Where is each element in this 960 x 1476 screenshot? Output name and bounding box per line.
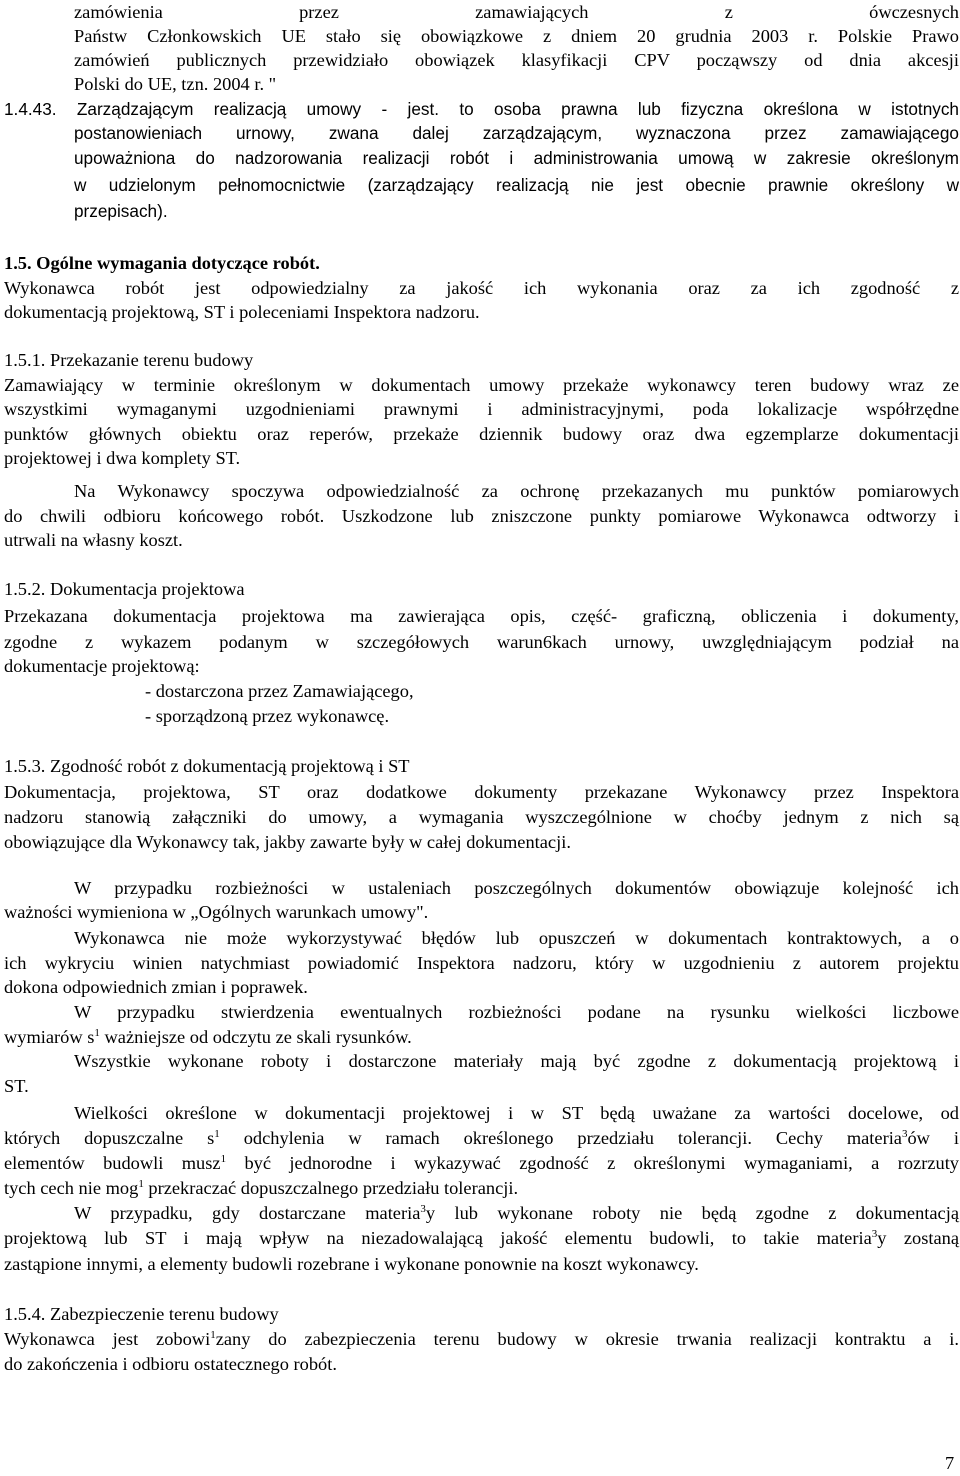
text-line: Wykonawca nie może wykorzystywać błędów lub opuszczeń w dokumentach kontraktowych, a o <box>74 928 959 948</box>
text-fragment: których dopuszczalne s <box>4 1128 215 1148</box>
text-line: zastąpione innymi, a elementy budowli rozebrane i wykonane ponownie na koszt wykonawcy. <box>4 1254 699 1274</box>
text-line: obowiązujące dla Wykonawcy tak, jakby zawarte były w całej dokumentacji. <box>4 832 571 852</box>
text-fragment: zany do zabezpieczenia terenu budowy w okresie trwania realizacji kontraktu a i. <box>215 1329 959 1349</box>
text-line: zgodne z wykazem podanym w szczegółowych warun6kach urnowy, uwzględniającym podział na <box>4 632 959 652</box>
text-line: ich wykryciu winien natychmiast powiadomić Inspektora nadzoru, który w uzgodnieniu z autorem projektu <box>4 953 959 973</box>
text-line <box>4 1151 959 1175</box>
text-line: Wykonawca robót jest odpowiedzialny za jakość ich wykonania oraz za ich zgodność z <box>4 278 959 298</box>
text-line: ważności wymieniona w „Ogólnych warunkach umowy". <box>4 902 429 922</box>
text-line: W przypadku stwierdzenia ewentualnych rozbieżności podane na rysunku wielkości liczbowe <box>74 1002 959 1022</box>
text-fragment: W przypadku, gdy dostarczane materia <box>74 1203 421 1223</box>
text-line <box>4 1226 959 1250</box>
section-heading: 1.5. Ogólne wymagania dotyczące robót. <box>4 253 320 273</box>
text-line: do chwili odbioru końcowego robót. Uszkodzone lub zniszczone punkty pomiarowe Wykonawca odtworzy i <box>4 506 959 526</box>
text-line: Zamawiający w terminie określonym w dokumentach umowy przekaże wykonawcy teren budowy wraz ze <box>4 375 959 395</box>
text-fragment: projektową lub ST i mają wpływ na niezadowalającą jakość elementu budowli, to takie materia <box>4 1228 872 1248</box>
text-line: dokumentacją projektową, ST i poleceniami Inspektora nadzoru. <box>4 302 480 322</box>
subsection-heading: 1.5.1. Przekazanie terenu budowy <box>4 350 254 370</box>
text-line: do zakończenia i odbioru ostatecznego robót. <box>4 1354 337 1374</box>
subsection-heading: 1.5.4. Zabezpieczenie terenu budowy <box>4 1304 279 1324</box>
text-fragment: ważniejsze od odczytu ze skali rysunków. <box>99 1027 412 1047</box>
text-fragment: przekraczać dopuszczalnego przedziału tolerancji. <box>143 1178 519 1198</box>
text-fragment: y zostaną <box>877 1228 959 1248</box>
list-item: - sporządzoną przez wykonawcę. <box>145 706 390 726</box>
text-line: przepisach). <box>74 201 168 221</box>
text-line: zamówień publicznych przewidziało obowiązek klasyfikacji CPV począwszy od dnia akcesji <box>74 50 959 70</box>
text-line <box>4 1025 959 1049</box>
superscript: 3 <box>420 1202 426 1215</box>
text-fragment: elementów budowli musz <box>4 1153 221 1173</box>
subsection-heading: 1.5.3. Zgodność robót z dokumentacją projektową i ST <box>4 756 410 776</box>
text-line: Dokumentacja, projektowa, ST oraz dodatkowe dokumenty przekazane Wykonawcy przez Inspektora <box>4 782 959 802</box>
page-number: 7 <box>945 1453 955 1473</box>
superscript: 3 <box>871 1227 878 1240</box>
text-line: utrwali na własny koszt. <box>4 530 183 550</box>
text-fragment: Wykonawca jest zobowi <box>4 1329 211 1349</box>
text-fragment: odchylenia w ramach określonego przedziału tolerancji. Cechy materia <box>219 1128 902 1148</box>
text-line: nadzoru stanowią załączniki do umowy, a wymagania wyszczególnione w choćby jednym z nich są <box>4 807 959 827</box>
subsection-heading: 1.5.2. Dokumentacja projektowa <box>4 579 245 599</box>
superscript: 1 <box>214 1127 220 1140</box>
text-line: Wszystkie wykonane roboty i dostarczone materiały mają być zgodne z dokumentacją projektową i <box>74 1051 959 1071</box>
text-line: dokona odpowiednich zmian i poprawek. <box>4 977 308 997</box>
text-fragment: y lub wykonane roboty nie będą zgodne z dokumentacją <box>425 1203 959 1223</box>
text-fragment: wymiarów s <box>4 1027 95 1047</box>
superscript: 1 <box>210 1328 216 1341</box>
text-line: Przekazana dokumentacja projektowa ma zawierająca opis, część- graficzną, obliczenia i dokumenty, <box>4 606 959 626</box>
list-item: - dostarczona przez Zamawiającego, <box>145 681 414 701</box>
text-line <box>4 1327 959 1351</box>
text-line <box>74 1201 959 1225</box>
text-line <box>4 1176 959 1200</box>
text-line: postanowieniach urnowy, zwana dalej zarządzającym, wyznaczona przez zamawiającego <box>74 123 959 143</box>
text-fragment: być jednorodne i wykazywać zgodność z określonymi wymaganiami, a rozrzuty <box>226 1153 959 1173</box>
text-line: Na Wykonawcy spoczywa odpowiedzialność za ochronę przekazanych mu punktów pomiarowych <box>74 481 959 501</box>
text-line: Polski do UE, tzn. 2004 r. " <box>74 74 277 94</box>
superscript: 1 <box>94 1026 100 1039</box>
text-line: upoważniona do nadzorowania realizacji robót i administrowania umową w zakresie określonym <box>74 148 959 168</box>
text-line: wszystkimi wymaganymi uzgodnieniami prawnymi i administracyjnymi, poda lokalizacje współrzędne <box>4 399 959 419</box>
text-fragment: ów i <box>907 1128 959 1148</box>
text-line: Wielkości określone w dokumentacji projektowej i w ST będą uważane za wartości docelowe, od <box>74 1103 959 1123</box>
text-line: zamówienia przez zamawiających z ówczesnych <box>74 2 959 22</box>
text-line: punktów głównych obiektu oraz reperów, przekaże dziennik budowy oraz dwa egzemplarze dokumentacji <box>4 424 959 444</box>
text-line: projektowej i dwa komplety ST. <box>4 448 241 468</box>
definition-heading-line: 1.4.43. Zarządzającym realizacją umowy - jest. to osoba prawna lub fizyczna określona w istotnych <box>4 99 959 119</box>
superscript: 3 <box>901 1127 908 1140</box>
text-line: W przypadku rozbieżności w ustaleniach poszczególnych dokumentów obowiązuje kolejność ich <box>74 878 959 898</box>
text-line: ST. <box>4 1076 29 1096</box>
superscript: 1 <box>138 1177 144 1190</box>
text-line <box>4 1126 959 1150</box>
text-line: Państw Członkowskich UE stało się obowiązkowe z dniem 20 grudnia 2003 r. Polskie Prawo <box>74 26 959 46</box>
text-line: w udzielonym pełnomocnictwie (zarządzający realizacją nie jest obecnie prawnie określony w <box>74 175 959 195</box>
superscript: 1 <box>220 1152 227 1165</box>
text-fragment: tych cech nie mog <box>4 1178 139 1198</box>
text-line: dokumentacje projektową: <box>4 656 200 676</box>
